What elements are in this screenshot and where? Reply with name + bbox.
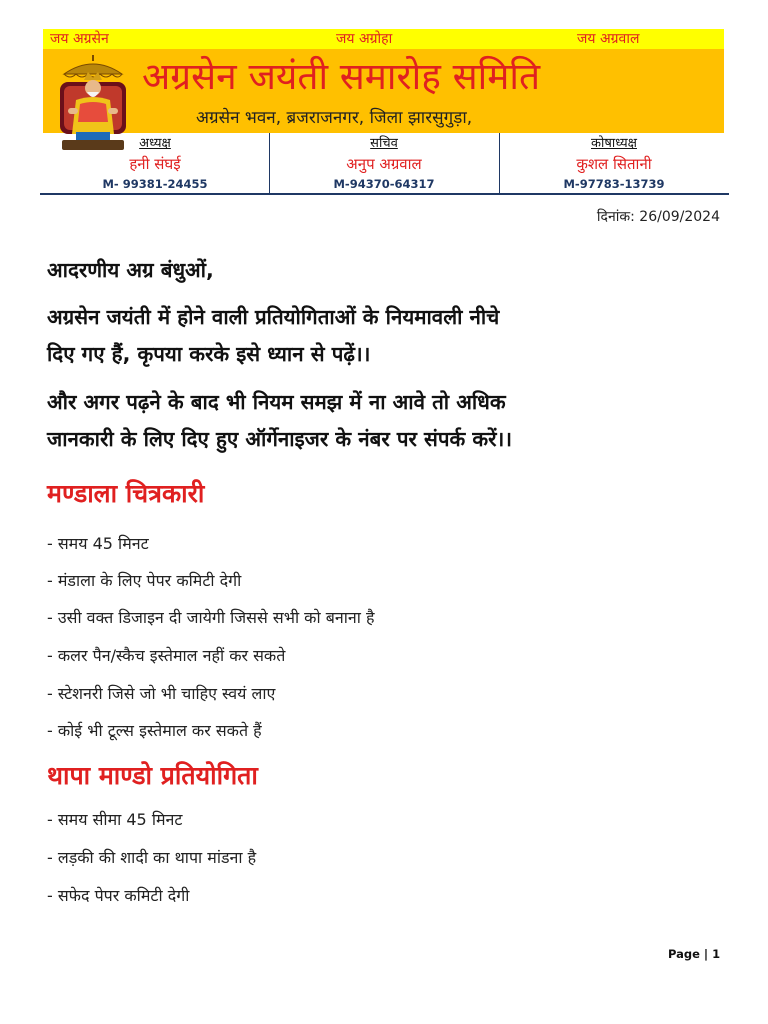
officer-name: अनुप अग्रवाल [346, 155, 422, 173]
officer-role: अध्यक्ष [139, 136, 171, 151]
officer-phone: M-94370-64317 [333, 177, 435, 191]
intro-paragraph-2-line-1: और अगर पढ़ने के बाद भी नियम समझ में ना आवे तो अधिक [47, 390, 506, 414]
jay-agroha: जय अग्रोहा [336, 31, 393, 47]
officer-name: हनी संघई [129, 155, 181, 173]
officers-row [40, 133, 729, 195]
section-heading-mandala: मण्डाला चित्रकारी [47, 479, 205, 508]
rule-item: - लड़की की शादी का थापा मांडना है [47, 848, 257, 867]
rule-item: - उसी वक्त डिजाइन दी जायेगी जिससे सभी को बनाना है [47, 608, 375, 627]
rule-item: - समय 45 मिनट [47, 534, 149, 553]
rule-item: - कलर पैन/स्कैच इस्तेमाल नहीं कर सकते [47, 646, 286, 665]
officer-role: सचिव [370, 136, 398, 151]
intro-paragraph-2-line-2: जानकारी के लिए दिए हुए ऑर्गेनाइजर के नंबर पर संपर्क करें।। [47, 427, 513, 451]
officer-president [40, 133, 270, 193]
rule-item: - स्टेशनरी जिसे जो भी चाहिए स्वयं लाए [47, 684, 276, 703]
column-divider [499, 133, 500, 194]
officer-name: कुशल सितानी [576, 155, 652, 173]
officer-phone: M- 99381-24455 [102, 177, 208, 191]
document-date: दिनांक: 26/09/2024 [596, 209, 720, 225]
officer-role: कोषाध्यक्ष [591, 136, 637, 151]
officer-treasurer [499, 133, 729, 193]
jay-agrasen: जय अग्रसेन [50, 31, 109, 47]
jay-agrawal: जय अग्रवाल [577, 31, 640, 47]
intro-paragraph-1-line-2: दिए गए हैं, कृपया करके इसे ध्यान से पढ़ें।। [47, 342, 371, 366]
org-title: अग्रसेन जयंती समारोह समिति [142, 55, 541, 98]
org-address: अग्रसेन भवन, ब्रजराजनगर, जिला झारसुगुड़ा, [196, 108, 473, 128]
officer-phone: M-97783-13739 [563, 177, 665, 191]
rule-item: - मंडाला के लिए पेपर कमिटी देगी [47, 571, 242, 590]
intro-paragraph-1-line-1: अग्रसेन जयंती में होने वाली प्रतियोगिताओं के नियमावली नीचे [47, 305, 500, 329]
page-number: Page | 1 [668, 947, 721, 961]
rule-item: - कोई भी टूल्स इस्तेमाल कर सकते हैं [47, 721, 262, 740]
rule-item: - सफेद पेपर कमिटी देगी [47, 886, 190, 905]
section-heading-thapa-mando: थापा माण्डो प्रतियोगिता [47, 761, 258, 790]
rule-item: - समय सीमा 45 मिनट [47, 810, 183, 829]
greeting: आदरणीय अग्र बंधुओं, [47, 258, 214, 282]
column-divider [269, 133, 270, 194]
officer-secretary [269, 133, 499, 193]
